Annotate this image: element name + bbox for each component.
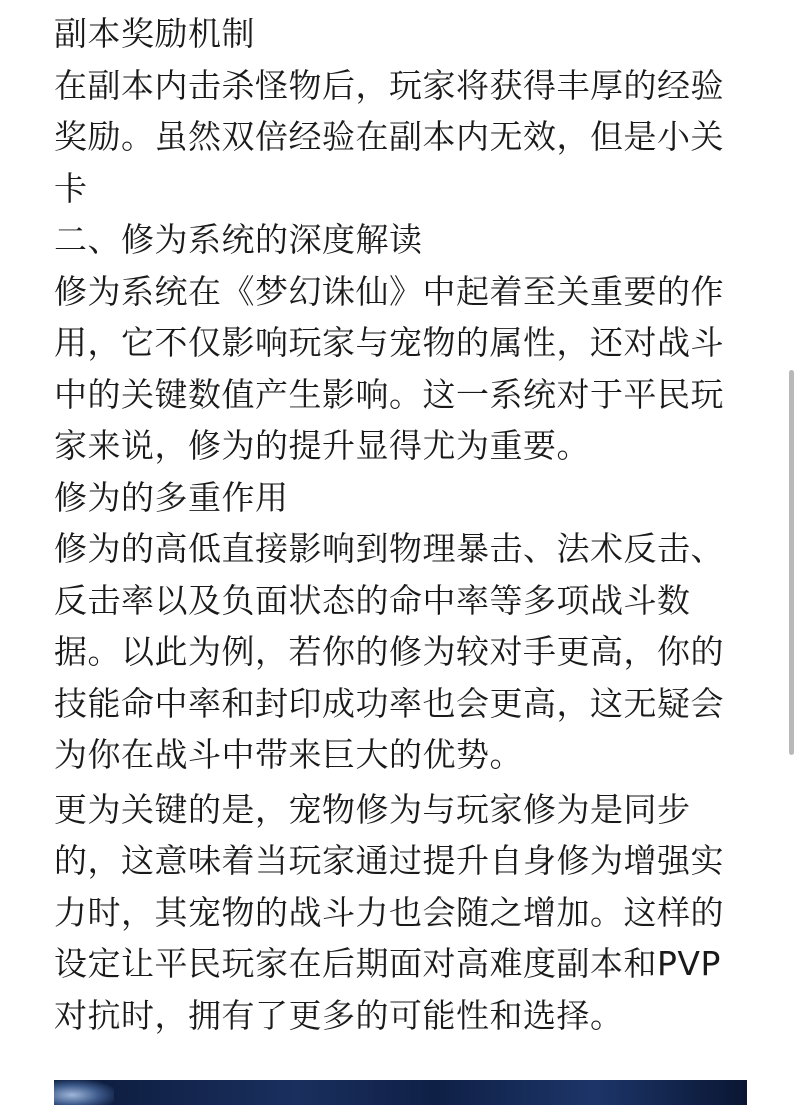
section-heading: 副本奖励机制 [54, 14, 255, 53]
section-heading: 二、修为系统的深度解读 [54, 220, 423, 259]
paragraph: 在副本内击杀怪物后，玩家将获得丰厚的经验奖励。虽然双倍经验在副本内无效，但是小关卡 [54, 65, 724, 208]
paragraph: 修为系统在《梦幻诛仙》中起着至关重要的作用，它不仅影响玩家与宠物的属性，还对战斗中的关键数值产生影响。这一系统对于平民玩家来说，修为的提升显得尤为重要。 [54, 271, 724, 465]
image-highlight [54, 1080, 114, 1105]
article-body [54, 8, 744, 1041]
section-heading: 修为的多重作用 [54, 477, 289, 517]
paragraph: 修为的高低直接影响到物理暴击、法术反击、反击率以及负面状态的命中率等多项战斗数据。以此为例，若你的修为较对手更高，你的技能命中率和封印成功率也会更高，这无疑会为你在战斗中带来巨大的优势。 [54, 529, 724, 774]
scrollbar[interactable] [789, 370, 794, 755]
paragraph: 更为关键的是，宠物修为与玩家修为是同步的，这意味着当玩家通过提升自身修为增强实力时，其宠物的战斗力也会随之增加。这样的设定让平民玩家在后期面对高难度副本和PVP对抗时，拥有了更多的可能性和选择。 [54, 789, 724, 1035]
article-image [54, 1080, 747, 1105]
